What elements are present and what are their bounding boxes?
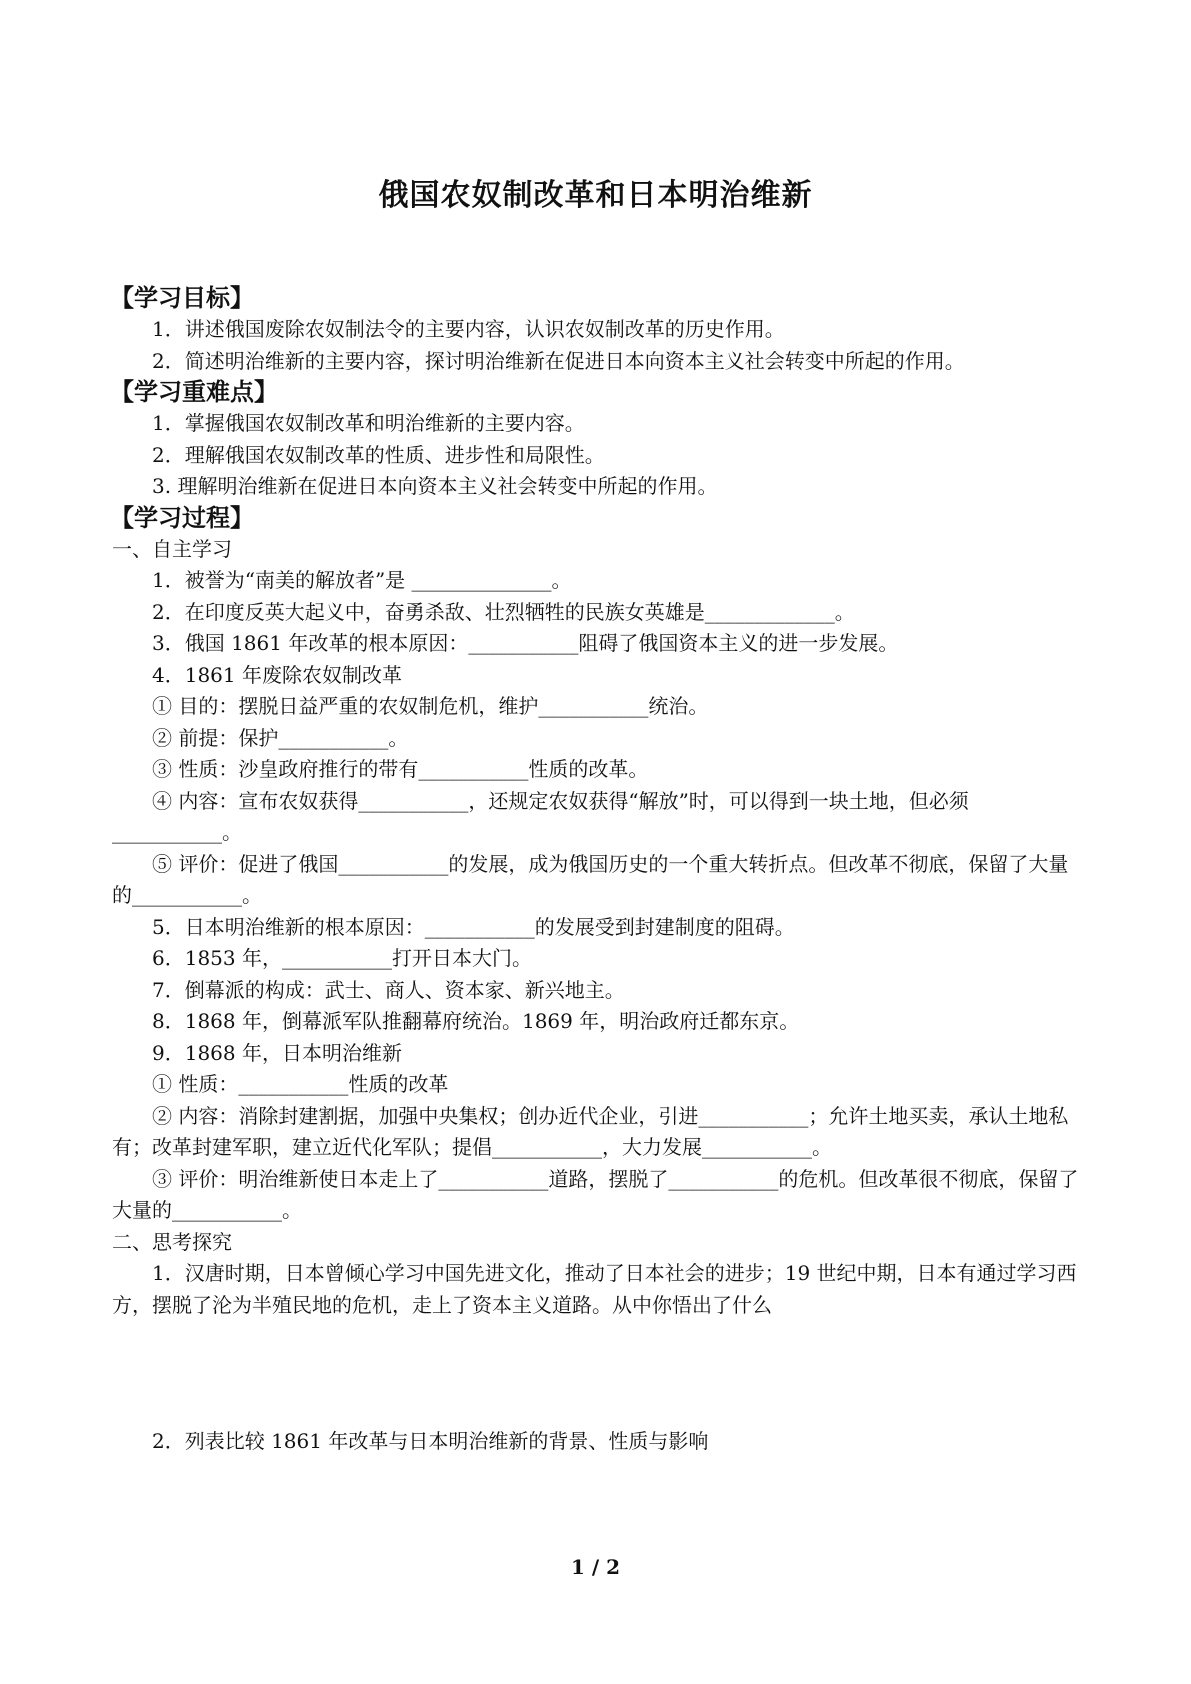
question-item: ③ 评价：明治维新使日本走上了___________道路，摆脱了___________的危机。但改革很不彻底，保留了大量的___________。 [112, 1166, 1079, 1222]
question-item: 9．1868 年，日本明治维新 [152, 1040, 402, 1065]
goal-item: 1．讲述俄国废除农奴制法令的主要内容，认识农奴制改革的历史作用。 [152, 317, 785, 341]
question-item: 2．在印度反英大起义中，奋勇杀敌、壮烈牺牲的民族女英雄是_____________。 [152, 599, 855, 624]
question-item: 5．日本明治维新的根本原因：___________的发展受到封建制度的阻碍。 [152, 914, 795, 939]
question-item: ② 前提：保护___________。 [152, 725, 409, 750]
subsection-heading-inquiry: 二、思考探究 [112, 1229, 232, 1254]
answer-space [112, 1321, 1087, 1426]
section-heading-goals: 【学习目标】 [110, 284, 254, 312]
question-item: ② 内容：消除封建割据，加强中央集权；创办近代企业，引进___________；允许土地买卖，承认土地私有；改革封建军职，建立近代化军队；提倡___________，大力发展___________。 [112, 1103, 1069, 1159]
question-item: 4．1861 年废除农奴制改革 [152, 662, 402, 687]
question-item: ④ 内容：宣布农奴获得___________，还规定农奴获得“解放”时，可以得到一块土地，但必须___________。 [112, 788, 969, 844]
key-point-item: 2．理解俄国农奴制改革的性质、进步性和局限性。 [152, 442, 605, 467]
key-point-item: 1．掌握俄国农奴制改革和明治维新的主要内容。 [152, 411, 585, 435]
page-number: 1 / 2 [570, 1555, 621, 1579]
inquiry-item: 2．列表比较 1861 年改革与日本明治维新的背景、性质与影响 [152, 1429, 709, 1453]
question-item: 6．1853 年，___________打开日本大门。 [152, 946, 532, 970]
section-heading-process: 【学习过程】 [110, 503, 254, 532]
section-heading-key-points: 【学习重难点】 [110, 378, 278, 406]
question-item: ① 目的：摆脱日益严重的农奴制危机，维护___________统治。 [152, 694, 709, 718]
page-title: 俄国农奴制改革和日本明治维新 [378, 178, 813, 213]
question-item: 1．被誉为“南美的解放者”是 ______________。 [152, 568, 572, 592]
question-item: 7．倒幕派的构成：武士、商人、资本家、新兴地主。 [152, 977, 625, 1002]
question-item: ③ 性质：沙皇政府推行的带有___________性质的改革。 [152, 757, 649, 781]
question-item: 3．俄国 1861 年改革的根本原因：___________阻碍了俄国资本主义的进一步发展。 [152, 631, 899, 655]
question-item: ① 性质：___________性质的改革 [152, 1072, 449, 1096]
document-body [112, 283, 1087, 1458]
goal-item: 2．简述明治维新的主要内容，探讨明治维新在促进日本向资本主义社会转变中所起的作用。 [152, 348, 965, 373]
question-item: ⑤ 评价：促进了俄国___________的发展，成为俄国历史的一个重大转折点。但改革不彻底，保留了大量的___________。 [112, 851, 1069, 907]
inquiry-item: 1．汉唐时期，日本曾倾心学习中国先进文化，推动了日本社会的进步；19 世纪中期，日本有通过学习西方，摆脱了沦为半殖民地的危机，走上了资本主义道路。从中你悟出了什么 [112, 1261, 1077, 1317]
question-item: 8．1868 年，倒幕派军队推翻幕府统治。1869 年，明治政府迁都东京。 [152, 1009, 800, 1033]
subsection-heading-self-study: 一、自主学习 [112, 536, 232, 561]
key-point-item: 3. 理解明治维新在促进日本向资本主义社会转变中所起的作用。 [152, 474, 718, 498]
